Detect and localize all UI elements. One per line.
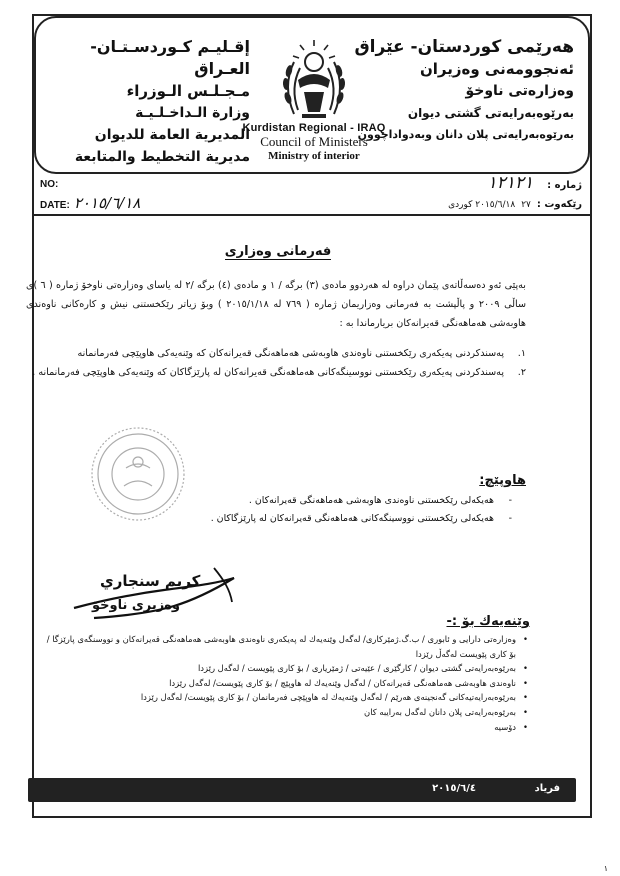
no-label: NO: bbox=[40, 179, 59, 190]
arabic-line-1: إقـليـم كـوردسـتـان- العـراق bbox=[90, 37, 250, 78]
date-label: DATE: bbox=[40, 200, 70, 211]
list-item: - هەیكەلی رێكخستنی نووسینگەكانی هەماهەنگی قەیرانەكان لە پارێزگاكان . bbox=[26, 510, 526, 528]
list-item: • بەرێوەبەرایەتیەكانی گەنجینەی هەرێم / لەگەل وێنەیەك لە هاوپێچی فەرمانمان / بۆ كاری پێویست/ لەگەل رێزدا bbox=[30, 690, 530, 705]
list-item: - هەیكەلی رێكخستنی ناوەندی هاوبەشی هەماهەنگی قەیرانەكان . bbox=[26, 492, 526, 510]
reference-kurdish bbox=[448, 174, 582, 215]
item-text: پەسندكردنی پەیكەری رێكخستنی ناوەندی هاوبەشی هەماهەنگی قەیرانەكان كە وێنەیەكی هاوپێچی فەرمانمانە bbox=[77, 348, 504, 359]
list-item: • وەزارەتی دارایی و ئابوری / ب.گ.ژمێركاری/ لەگەل وێنەیەك لە پەیكەری ناوەندی هاوبەشی هەماهەنگی قەیرانەكان و نووسنگەی پارێزگا / bbox=[30, 632, 530, 647]
arabic-line-4: المديرية العامة للديوان bbox=[94, 127, 250, 143]
date-value: ٢٠١٥/٦/١٨ bbox=[73, 194, 141, 212]
kurdish-line-3: وەزارەتی ناوخۆ bbox=[465, 83, 574, 99]
arabic-line-5: مديرية التخطيط والمتابعة bbox=[74, 149, 250, 165]
copies-section bbox=[30, 612, 530, 734]
item-text: پەسندكردنی پەیكەری رێكخستنی نووسینگەكانی هەماهەنگی قەیرانەكان لە پارێزگاكان كە وێنەیەكی هاوپێچی فەرمانمانە . bbox=[32, 367, 504, 378]
kurdistan-sun-emblem-icon bbox=[274, 36, 354, 122]
footer-bar bbox=[28, 778, 576, 802]
english-line-3: Ministry of interior bbox=[268, 150, 360, 162]
english-line-2: Council of Ministers bbox=[260, 134, 368, 149]
arabic-line-3: وزارة الـداخـلـيـة bbox=[135, 105, 250, 121]
arabic-line-2: مـجـلـس الـوزراء bbox=[126, 82, 250, 100]
kurdish-date-value: ٢٠١٥/٦/١٨ bbox=[475, 200, 516, 210]
list-item: • بەرێوەبەرایەتی پلان دانان لەگەل بەرایبە كان bbox=[30, 705, 530, 720]
attachments-heading: هاوپێچ: bbox=[479, 473, 526, 488]
list-item: • دۆسیە bbox=[30, 720, 530, 735]
number-label: ژمارە : bbox=[547, 180, 582, 191]
list-item: بۆ كاری پێویست لەگەڵ رێزدا bbox=[415, 648, 516, 659]
kurdish-line-2: ئەنجوومەنی وەزیران bbox=[419, 60, 574, 78]
kurdish-line-5: بەرێوەبەرایەتی پلان دانان وبەدواداچوون bbox=[357, 128, 574, 141]
signer-name: كريم سنجاري bbox=[100, 572, 201, 590]
copies-heading: وێنەیەك بۆ :- bbox=[446, 614, 530, 629]
document-title: فەرمانی وەزاری bbox=[224, 244, 332, 259]
reference-row bbox=[34, 174, 590, 216]
footer-label: فرياد bbox=[534, 783, 560, 794]
reference-english bbox=[40, 176, 140, 215]
number-value: ١٢١٢١ bbox=[487, 173, 534, 193]
footer-date: ٢٠١٥/٦/٤ bbox=[432, 783, 476, 794]
kurdish-line-1: هەرێمی كوردستان- عێراق bbox=[354, 37, 574, 57]
list-item: • بەرێوەبەرایەتی گشتی دیوان / كارگێری / عێیەتی / ژمێریاری / بۆ كاری پێویست / لەگەل رێزدا bbox=[30, 661, 530, 676]
kurdish-date-label: رێكەوت : bbox=[536, 199, 582, 210]
letterhead bbox=[34, 16, 590, 174]
list-item: • ناوەندی هاوبەشی هەماهەنگی قەیرانەكان / لەگەل وێنەیەك لە هاوپێچ / بۆ كاری پێویست/ لەگەل رێزدا bbox=[30, 676, 530, 691]
kurdish-line-4: بەرێوەبەرایەتی گشتی دیوان bbox=[407, 106, 574, 120]
signer-title: وەزیری ناوخۆ bbox=[92, 598, 181, 613]
order-paragraph: بەپێی ئەو دەسەڵاتەی پێمان دراوە لە هەردوو مادەی (٣) برگە / ١ و مادەی (٤) برگە /٢ لە یاسای وەزارەتی ناوخۆ ژمارە ( ٦ )ی ساڵی ٢٠٠٩ و پاڵپشت بە فەرمانی وەزاریمان ژمارە ( ٧٦٩ لە ٢٠١٥/١/١٨ ) وبۆ زیاتر رێكخستنی نیش و كارەكانی ناوەندی هاوبەشی هەماهەنگی قەیرانەكان بریارماندا بە : bbox=[26, 280, 526, 329]
list-item bbox=[26, 363, 526, 382]
kurdish-date-suffix: ٢٧ كوردی bbox=[448, 200, 531, 210]
order-items bbox=[26, 344, 526, 382]
english-line-1: Kurdistan Regional - IRAQ bbox=[242, 122, 386, 134]
item-number: ٢. bbox=[517, 367, 526, 378]
page-number: ١ bbox=[603, 864, 608, 873]
attachments-section bbox=[26, 472, 526, 528]
item-number: ١. bbox=[517, 348, 526, 359]
arabic-letterhead bbox=[50, 36, 250, 168]
english-letterhead bbox=[236, 122, 392, 162]
list-item bbox=[26, 344, 526, 363]
